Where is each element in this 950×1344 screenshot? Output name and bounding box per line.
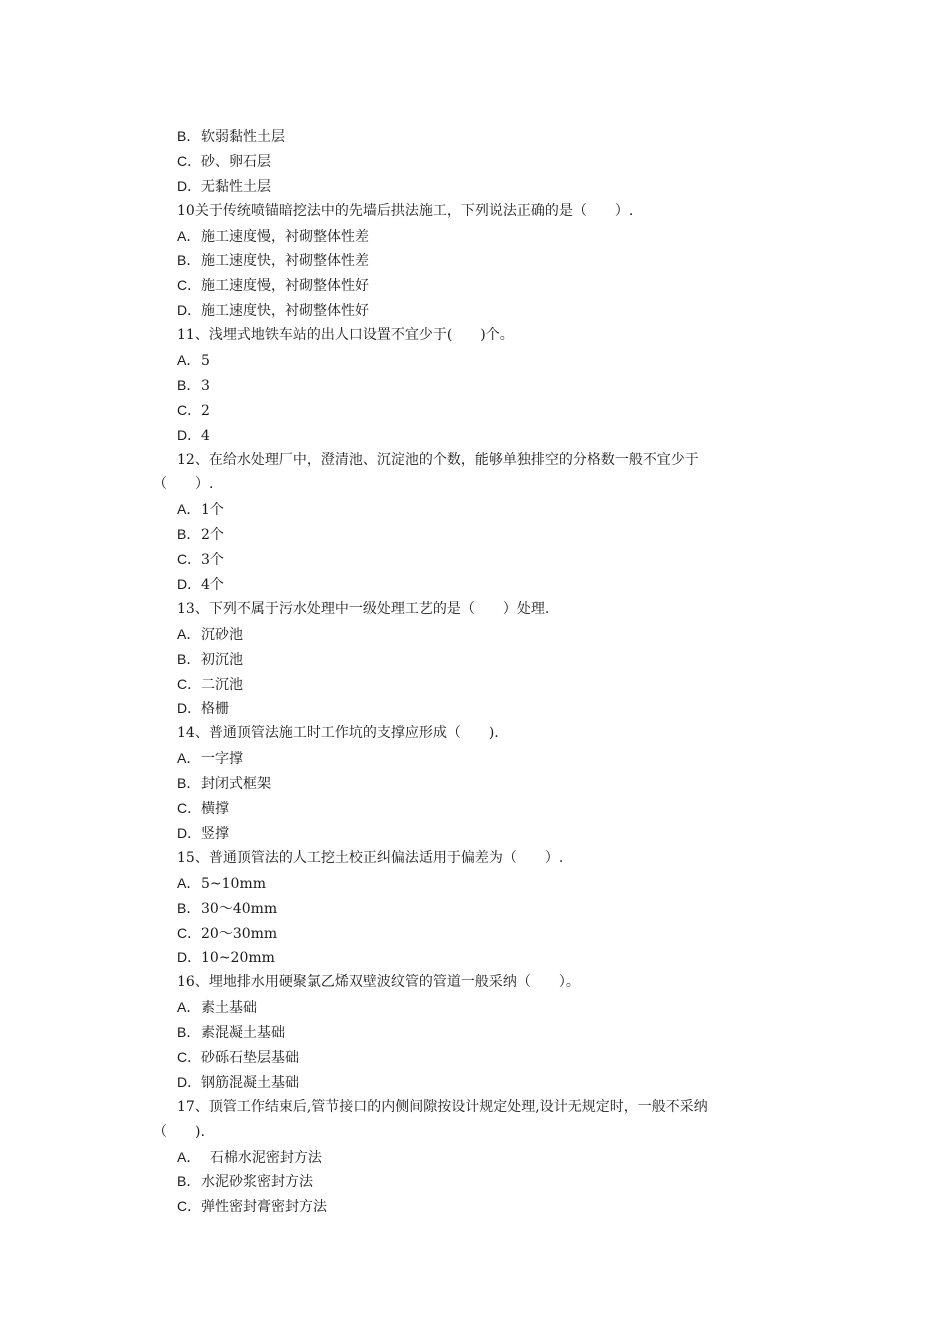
- question-stem: 13、下列不属于污水处理中一级处理工艺的是（ ）处理.: [177, 600, 550, 617]
- answer-option: [153, 796, 813, 821]
- option-text: 施工速度快，衬砌整体性好: [201, 303, 369, 320]
- option-letter: D．: [177, 824, 202, 841]
- answer-option: [153, 547, 813, 572]
- answer-option: [153, 622, 813, 647]
- answer-option: [153, 1045, 813, 1070]
- option-letter: C．: [177, 1048, 202, 1065]
- option-letter: D．: [177, 576, 202, 593]
- option-text: 施工速度慢，衬砌整体性差: [201, 228, 369, 245]
- answer-option: [153, 1145, 813, 1170]
- answer-option: [153, 995, 813, 1020]
- answer-option: [153, 1020, 813, 1045]
- option-text: 4个: [201, 577, 224, 594]
- option-text: 格栅: [201, 701, 229, 718]
- option-letter: C．: [177, 551, 202, 568]
- option-text: 初沉池: [201, 651, 243, 668]
- option-letter: A．: [177, 352, 201, 369]
- option-letter: C．: [177, 277, 202, 294]
- answer-option: [153, 522, 813, 547]
- option-letter: B．: [177, 1024, 201, 1041]
- answer-option: [153, 124, 813, 149]
- option-text: 4: [201, 427, 210, 444]
- answer-option: [153, 348, 813, 373]
- option-text: 钢筋混凝土基础: [201, 1074, 299, 1091]
- option-letter: B．: [177, 252, 201, 269]
- option-text: 无黏性土层: [201, 178, 271, 195]
- option-letter: C．: [177, 675, 202, 692]
- answer-option: [153, 248, 813, 273]
- answer-option: [153, 149, 813, 174]
- option-letter: A．: [177, 1148, 201, 1165]
- option-text: 5: [201, 353, 210, 370]
- option-text: 素土基础: [201, 1000, 257, 1017]
- question-stem: 17、顶管工作结束后,管节接口的内侧间隙按设计规定处理,设计无规定时，一般不采纳: [177, 1098, 708, 1115]
- option-letter: D．: [177, 1073, 202, 1090]
- option-letter: D．: [177, 426, 202, 443]
- option-text: 一字撑: [201, 751, 243, 768]
- option-letter: B．: [177, 899, 201, 916]
- question-stem: 15、普通顶管法的人工挖土校正纠偏法适用于偏差为（ ）.: [177, 849, 564, 866]
- option-text: 砂砾石垫层基础: [201, 1049, 299, 1066]
- option-letter: C．: [177, 152, 202, 169]
- question-stem: 11、浅埋式地铁车站的出人口设置不宜少于( )个。: [177, 327, 514, 344]
- option-letter: B．: [177, 128, 201, 144]
- answer-option: [153, 273, 813, 298]
- answer-option: [153, 1070, 813, 1095]
- option-text: 3个: [201, 552, 224, 569]
- option-text: 20～30mm: [201, 925, 278, 942]
- option-letter: A．: [177, 874, 201, 891]
- answer-option: [153, 497, 813, 522]
- option-letter: A．: [177, 999, 201, 1016]
- question-stem: 14、普通顶管法施工时工作坑的支撑应形成（ ).: [177, 725, 499, 742]
- answer-option: [153, 771, 813, 796]
- option-text: 石棉水泥密封方法: [201, 1149, 322, 1166]
- option-text: 封闭式框架: [201, 776, 271, 793]
- option-letter: C．: [177, 800, 202, 817]
- option-text: 沉砂池: [201, 626, 243, 643]
- answer-option: [153, 224, 813, 249]
- option-letter: B．: [177, 526, 201, 543]
- option-text: 施工速度快，衬砌整体性差: [201, 253, 369, 270]
- option-letter: A．: [177, 501, 201, 518]
- option-text: 30～40mm: [201, 900, 278, 917]
- option-text: 素混凝土基础: [201, 1025, 285, 1042]
- answer-option: [153, 871, 813, 896]
- option-text: 弹性密封膏密封方法: [201, 1199, 327, 1216]
- option-text: 软弱黏性土层: [201, 129, 285, 145]
- question-stem: 10关于传统喷锚暗挖法中的先墙后拱法施工，下列说法正确的是（ ）.: [177, 202, 634, 219]
- question-stem-continuation: （ ）.: [153, 476, 214, 493]
- answer-option: [153, 1169, 813, 1194]
- answer-option: [153, 696, 813, 721]
- option-letter: C．: [177, 1198, 202, 1215]
- question-stem: 16、埋地排水用硬聚氯乙烯双壁波纹管的管道一般采纳（ ）。: [177, 974, 580, 991]
- option-text: 水泥砂浆密封方法: [201, 1174, 313, 1191]
- option-text: 竖撑: [201, 825, 229, 842]
- option-letter: B．: [177, 650, 201, 667]
- option-text: 横撑: [201, 801, 229, 818]
- option-letter: C．: [177, 401, 202, 418]
- option-letter: B．: [177, 376, 201, 393]
- answer-option: [153, 298, 813, 323]
- answer-option: [153, 423, 813, 448]
- option-letter: C．: [177, 924, 202, 941]
- option-letter: D．: [177, 177, 202, 194]
- answer-option: [153, 647, 813, 672]
- question-stem-continuation: （ ).: [153, 1123, 205, 1140]
- option-text: 5~10mm: [201, 875, 267, 892]
- answer-option: [153, 373, 813, 398]
- option-text: 10~20mm: [201, 950, 275, 967]
- exam-questions: [153, 124, 813, 1219]
- answer-option: [153, 672, 813, 697]
- option-text: 砂、卵石层: [201, 153, 271, 170]
- answer-option: [153, 945, 813, 970]
- answer-option: [153, 1194, 813, 1219]
- option-letter: A．: [177, 750, 201, 767]
- option-text: 2个: [201, 527, 224, 544]
- option-text: 二沉池: [201, 676, 243, 693]
- answer-option: [153, 174, 813, 199]
- question-stem: 12、在给水处理厂中，澄清池、沉淀池的个数，能够单独排空的分格数一般不宜少于: [177, 451, 699, 468]
- option-text: 施工速度慢，衬砌整体性好: [201, 278, 369, 295]
- option-letter: B．: [177, 1173, 201, 1190]
- answer-option: [153, 821, 813, 846]
- option-letter: B．: [177, 775, 201, 792]
- option-text: 2: [201, 402, 210, 419]
- answer-option: [153, 398, 813, 423]
- option-letter: D．: [177, 700, 202, 717]
- option-letter: D．: [177, 949, 202, 966]
- option-text: 3: [201, 377, 210, 394]
- option-text: 1个: [201, 502, 224, 519]
- answer-option: [153, 572, 813, 597]
- option-letter: A．: [177, 625, 201, 642]
- answer-option: [153, 921, 813, 946]
- option-letter: A．: [177, 227, 201, 244]
- answer-option: [153, 746, 813, 771]
- option-letter: D．: [177, 302, 202, 319]
- answer-option: [153, 896, 813, 921]
